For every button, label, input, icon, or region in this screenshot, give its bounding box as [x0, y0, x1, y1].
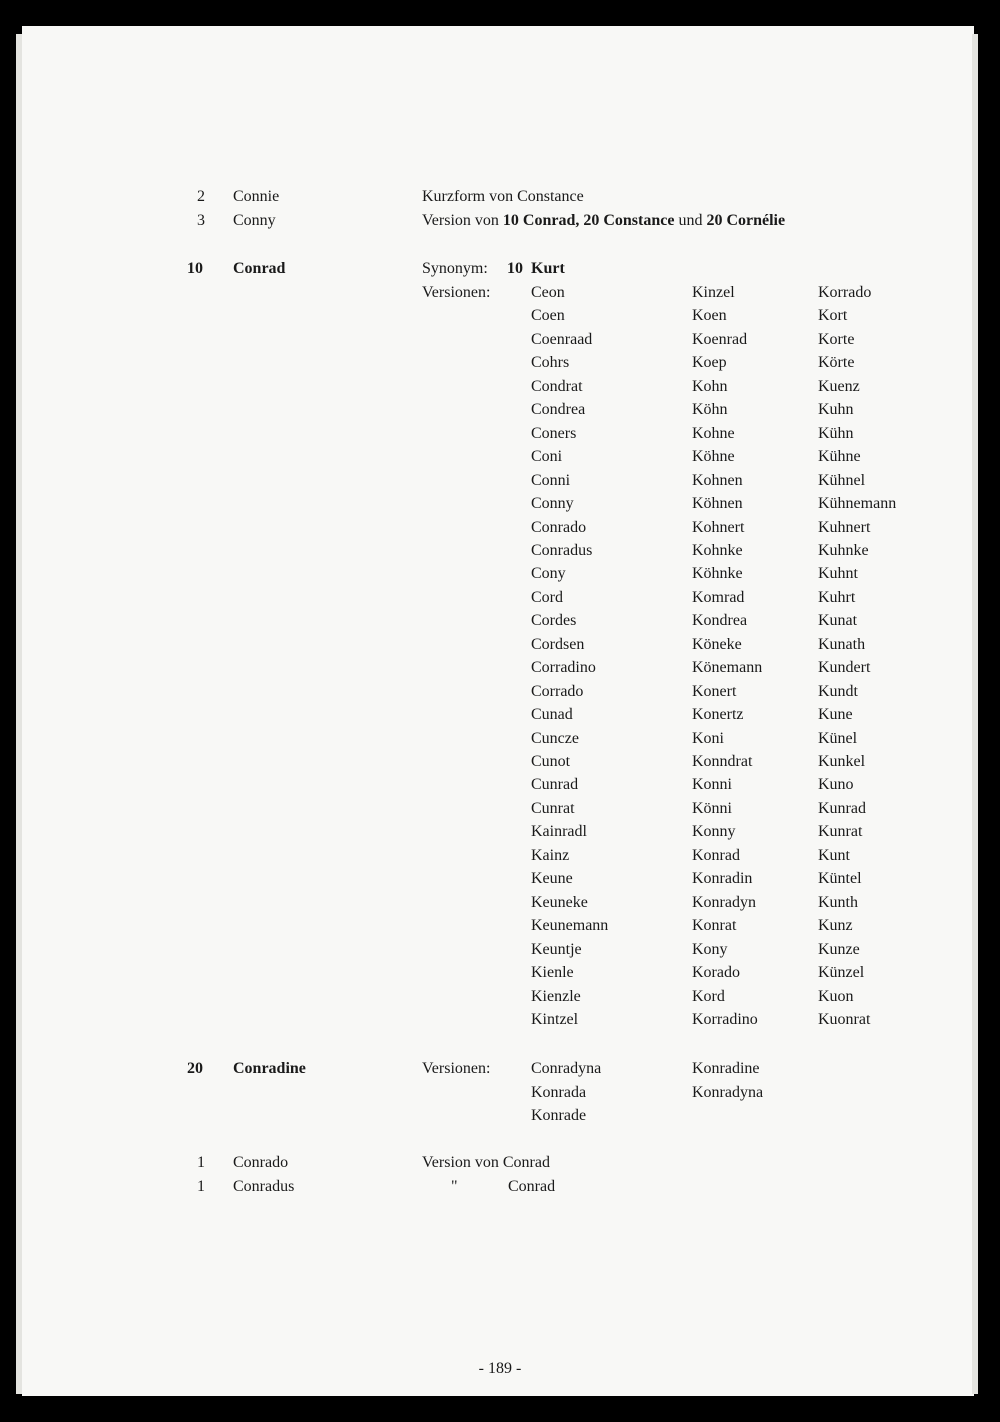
version-name [0, 1104, 1000, 1127]
version-name-text: Kuonrat [818, 1010, 871, 1028]
entry-number: 2 [197, 188, 205, 205]
version-name [0, 867, 1000, 890]
version-name-text: Koenrad [692, 330, 748, 348]
version-name-text: Kuhnert [818, 518, 871, 536]
version-name-text: Corradino [531, 659, 596, 677]
version-name-text: Korradino [692, 1010, 758, 1028]
version-name-text: Konrade [531, 1107, 587, 1124]
ditto-mark: " [451, 1178, 458, 1195]
version-name [0, 891, 1000, 914]
version-name-text: Kühn [818, 424, 854, 442]
version-name [0, 1081, 1000, 1104]
entry-description: Kurzform von Constance [422, 188, 584, 205]
desc-bold-2: 20 Cornélie [706, 212, 786, 229]
version-name-text: Conradyna [531, 1060, 602, 1077]
version-name-text: Kohnke [692, 541, 743, 559]
version-name [0, 914, 1000, 937]
version-name-text: Kunkel [818, 753, 866, 770]
entry-description [422, 209, 785, 232]
version-name [0, 680, 1000, 703]
version-name-text: Kunt [818, 846, 850, 864]
version-name [0, 398, 1000, 421]
version-name-text: Keune [531, 870, 573, 888]
entry-name: Conrad [233, 260, 286, 277]
version-name-text: Coenraad [531, 330, 593, 348]
version-name [0, 609, 1000, 632]
version-name-text: Ceon [531, 284, 565, 301]
version-name [0, 985, 1000, 1008]
page-number: - 189 - [478, 1360, 522, 1377]
entry-number: 1 [197, 1178, 205, 1195]
version-name [0, 422, 1000, 445]
version-name-text: Cordes [531, 612, 577, 630]
version-name-text: Coners [531, 424, 577, 442]
version-name-text: Konradyn [692, 893, 756, 911]
entry-description: Conrad [508, 1178, 556, 1195]
version-name [0, 1008, 1000, 1031]
version-name-text: Kainz [531, 846, 570, 864]
version-name-text: Komrad [692, 588, 745, 606]
version-name-text: Kainradl [531, 823, 587, 841]
version-name [0, 703, 1000, 726]
version-name-text: Konny [692, 823, 736, 841]
entry-number: 3 [197, 212, 205, 229]
version-name-text: Konradin [692, 870, 753, 888]
entry-name: Connie [233, 188, 280, 205]
version-name-text: Kundt [818, 682, 858, 700]
version-name [0, 304, 1000, 327]
desc-bold: 10 Conrad, 20 Constance [502, 212, 675, 229]
version-name-text: Cunad [531, 706, 573, 724]
version-name-text: Conni [531, 471, 571, 489]
version-name-text: Cunrat [531, 799, 575, 817]
version-name-text: Coni [531, 448, 563, 466]
entry-connie [0, 185, 1000, 208]
entry-conrado [0, 1151, 1000, 1174]
version-name-text: Köhne [692, 448, 735, 466]
version-name [0, 562, 1000, 585]
version-name-text: Kühne [818, 448, 861, 466]
entry-number: 10 [187, 260, 203, 277]
entry-conradus [0, 1175, 1000, 1198]
version-name-text: Koep [692, 354, 727, 372]
version-name [0, 844, 1000, 867]
version-name [0, 633, 1000, 656]
version-name-text: Kohn [692, 377, 728, 395]
version-name-text: Kohne [692, 424, 735, 442]
entry-description: Version von Conrad [422, 1154, 550, 1171]
synonym-label: Synonym: [422, 260, 488, 277]
version-name-text: Kunth [818, 893, 858, 911]
version-name [0, 797, 1000, 820]
version-name-text: Condrat [531, 377, 583, 395]
version-name-text: Könni [692, 799, 732, 817]
entry-number: 20 [187, 1060, 203, 1077]
version-name [0, 375, 1000, 398]
version-name-text: Keuntje [531, 940, 582, 958]
version-name-text: Coen [531, 307, 565, 325]
version-name-text: Conrado [531, 518, 587, 536]
version-name-text: Konndrat [692, 753, 753, 770]
entry-name: Conny [233, 212, 276, 229]
version-name-text: Köhnke [692, 565, 743, 583]
entry-name: Conradus [233, 1178, 295, 1195]
version-name-text: Kunrad [818, 799, 866, 817]
version-name-text: Cordsen [531, 635, 585, 653]
version-name-text: Conradus [531, 541, 593, 559]
version-name-text: Küntel [818, 870, 862, 888]
version-name [0, 656, 1000, 679]
entry-conny [0, 209, 1000, 232]
version-name-text: Koni [692, 729, 724, 747]
version-name-text: Conny [531, 495, 574, 513]
version-name-text: Kunrat [818, 823, 863, 841]
version-name-text: Kunath [818, 635, 866, 653]
version-name-text: Kord [692, 987, 725, 1005]
version-name-text: Künzel [818, 964, 865, 982]
version-name-text: Kühnel [818, 471, 866, 489]
version-name [0, 539, 1000, 562]
version-name-text: Kunz [818, 917, 853, 935]
version-name-text: Kondrea [692, 612, 748, 630]
version-name-text: Kuhrt [818, 588, 856, 606]
version-name-text: Köhn [692, 401, 728, 419]
version-name-text: Konrada [531, 1083, 587, 1101]
version-name-text: Könemann [692, 659, 763, 677]
synonym-name: Kurt [531, 260, 565, 277]
version-name [0, 281, 1000, 304]
version-name-text: Cunot [531, 753, 571, 770]
version-name [0, 750, 1000, 773]
version-name-text: Kuenz [818, 377, 860, 395]
version-name [0, 1057, 1000, 1080]
version-name-text: Kinzel [692, 284, 735, 301]
version-name-text: Cony [531, 565, 566, 583]
version-name-text: Cuncze [531, 729, 579, 747]
version-name [0, 938, 1000, 961]
version-name-text: Korte [818, 330, 855, 348]
version-name-text: Keuneke [531, 893, 588, 911]
version-name-text: Keunemann [531, 917, 609, 935]
version-name-text: Köneke [692, 635, 742, 653]
version-name-text: Konradyna [692, 1083, 764, 1101]
version-name-text: Kienzle [531, 987, 581, 1005]
version-name-text: Konrad [692, 846, 740, 864]
version-name-text: Kunze [818, 940, 860, 958]
version-name [0, 351, 1000, 374]
synonym-number: 10 [507, 260, 523, 277]
version-name-text: Cohrs [531, 354, 570, 372]
version-name-text: Konradine [692, 1060, 760, 1077]
version-name [0, 492, 1000, 515]
version-name [0, 328, 1000, 351]
entry-name: Conrado [233, 1154, 289, 1171]
entry-number: 1 [197, 1154, 205, 1171]
desc-mid: und [674, 212, 707, 229]
version-name-text: Künel [818, 729, 858, 747]
version-name-text: Kintzel [531, 1010, 579, 1028]
version-name-text: Kuno [818, 776, 854, 794]
version-name [0, 445, 1000, 468]
version-name-text: Köhnen [692, 495, 743, 513]
version-name-text: Konert [692, 682, 737, 700]
version-name-text: Kuon [818, 987, 854, 1005]
version-name-text: Kony [692, 940, 728, 958]
version-name-text: Korrado [818, 284, 872, 301]
entry-conrad [0, 257, 1000, 280]
version-name-text: Kundert [818, 659, 871, 677]
version-name-text: Konni [692, 776, 732, 794]
version-name [0, 516, 1000, 539]
version-name-text: Cunrad [531, 776, 579, 794]
desc-prefix: Version von [422, 212, 503, 229]
entry-name: Conradine [233, 1060, 306, 1077]
version-name-text: Konertz [692, 706, 744, 724]
version-name-text: Kühnemann [818, 495, 897, 513]
versions-label: Versionen: [422, 284, 491, 301]
version-name-text: Konrat [692, 917, 737, 935]
version-name [0, 820, 1000, 843]
version-name-text: Kuhnke [818, 541, 869, 559]
version-name-text: Kune [818, 706, 853, 724]
version-name-text: Kohnen [692, 471, 743, 489]
version-name [0, 961, 1000, 984]
versions-label: Versionen: [422, 1060, 491, 1077]
version-name [0, 469, 1000, 492]
version-name-text: Kuhnt [818, 565, 858, 583]
version-name-text: Koen [692, 307, 727, 325]
version-name-text: Kuhn [818, 401, 854, 419]
version-name-text: Kohnert [692, 518, 745, 536]
version-name [0, 773, 1000, 796]
version-name-text: Kort [818, 307, 848, 325]
version-name-text: Kienle [531, 964, 574, 982]
version-name-text: Korado [692, 964, 740, 982]
version-name-text: Corrado [531, 682, 584, 700]
version-name [0, 727, 1000, 750]
version-name-text: Condrea [531, 401, 586, 419]
version-name-text: Cord [531, 588, 563, 606]
version-name-text: Kunat [818, 612, 858, 630]
version-name [0, 586, 1000, 609]
version-name-text: Körte [818, 354, 855, 372]
